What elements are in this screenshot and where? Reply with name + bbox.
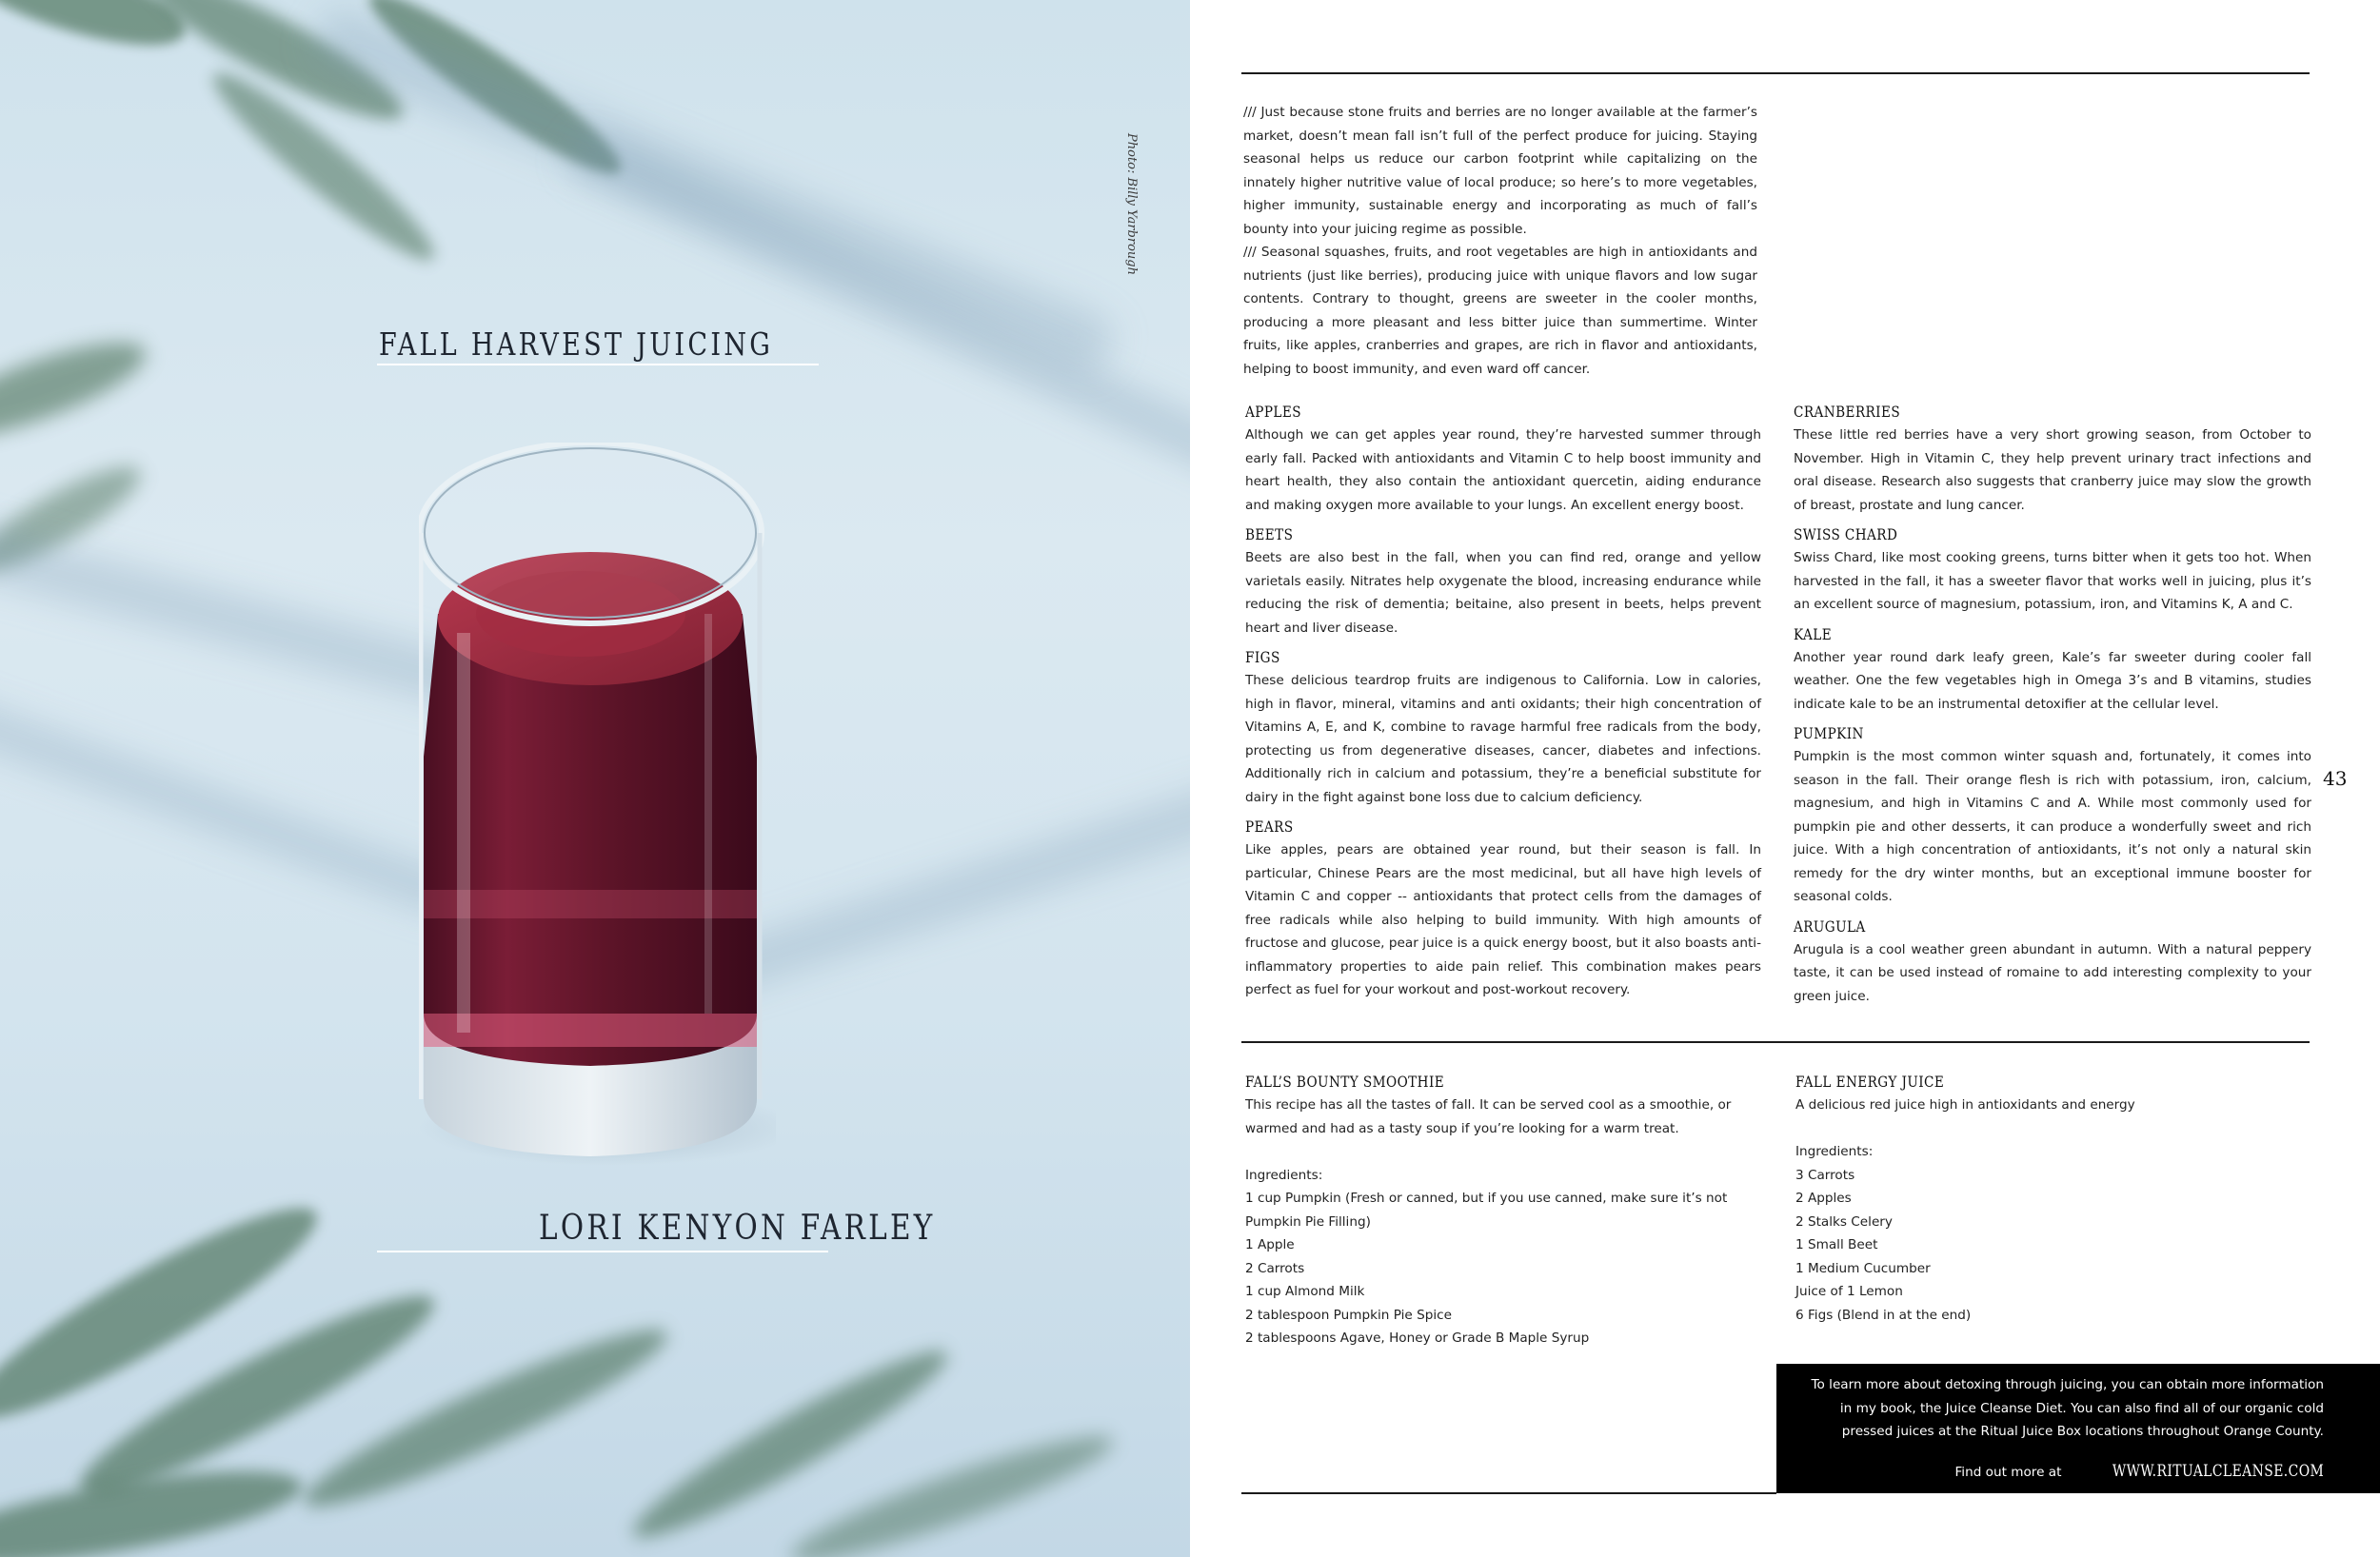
palm-leaf-shape (0, 0, 194, 65)
produce-heading: PUMPKIN (1794, 724, 1864, 742)
leaf-shadow (0, 684, 466, 919)
ingredients-label: Ingredients: (1245, 1167, 1323, 1183)
recipe-title: FALL’S BOUNTY SMOOTHIE (1245, 1073, 1445, 1091)
palm-leaf-shape (0, 325, 155, 456)
produce-description: Like apples, pears are obtained year round, but their season is fall. In particular, Chinese Pears are the most medicinal, but all have high levels of Vitamin C and copper -- antioxidants that protect cells from the damages of free radicals while also helping to build immunity. With high amounts of fructose and glucose, pear juice is a quick energy boost, but it also boasts anti-inflammatory properties to aide pain relief. This combination makes pears perfect as fuel for your workout and post-workout recovery. (1245, 842, 1761, 997)
intro-paragraph: /// Seasonal squashes, fruits, and root vegetables are high in antioxidants and nutrients (just like berries), producing juice with unique flavors and low sugar contents. Contrary to thought, greens are sweeter in the cooler months, producing a more pleasant and less bitter juice than summertime. Winter fruits, like apples, cranberries and grapes, are rich in flavor and antioxidants, helping to boost immunity, and even ward off cancer. (1243, 245, 1757, 377)
ingredient-item: 1 cup Almond Milk (1245, 1284, 1365, 1299)
ingredient-item: 2 Stalks Celery (1795, 1213, 1893, 1230)
produce-column-left (1245, 402, 1761, 1002)
bottom-rule (1241, 1492, 1776, 1494)
middle-rule (1241, 1041, 2310, 1043)
produce-heading: BEETS (1245, 525, 1294, 543)
cta-find-out-more: Find out more at (1954, 1465, 2062, 1480)
cta-link-line (1954, 1462, 2324, 1481)
author-name: LORI KENYON FARLEY (539, 1209, 936, 1248)
intro-paragraph: /// Just because stone fruits and berries are no longer available at the farmer’s market, doesn’t mean fall isn’t full of the perfect produce for juicing. Staying seasonal helps us reduce our carbon footprint while capitalizing on the innately higher nutritive value of local produce; so here’s to more vegetables, higher immunity, sustainable energy and incorporating as much of fall’s bounty into your juicing regime as possible. (1243, 105, 1757, 237)
recipe-description: This recipe has all the tastes of fall. It can be served cool as a smoothie, or warmed and had as a tasty soup if you’re looking for a warm treat. (1245, 1097, 1732, 1136)
produce-heading: ARUGULA (1794, 916, 1866, 936)
produce-description: Swiss Chard, like most cooking greens, turns bitter when it gets too hot. When harvested in the fall, it has a sweeter flavor that works well in juicing, plus it’s an excellent source of magnesium, potassium, iron, and Vitamins K, A and C. (1794, 550, 2311, 612)
produce-description: Although we can get apples year round, they’re harvested summer through early fall. Packed with antioxidants and Vitamin C to help boost immunity and heart health, they also contain the antioxidant quercetin, aiding endurance and making oxygen more available to your lungs. An excellent energy boost. (1245, 427, 1761, 513)
cta-text: To learn more about detoxing through juicing, you can obtain more information in my book, the Juice Cleanse Diet. You can also find all of our organic cold pressed juices at the Ritual Juice Box locations throughout Orange County. (1811, 1377, 2324, 1439)
ingredient-item: 1 Small Beet (1795, 1237, 1878, 1252)
ingredients-label: Ingredients: (1795, 1144, 1874, 1159)
photo-credit: Photo: Billy Yarbrough (1124, 133, 1139, 275)
intro-text (1243, 101, 1757, 381)
title-underline (377, 364, 819, 365)
produce-description: These little red berries have a very short growing season, from October to November. High in Vitamin C, they help prevent urinary tract infections and oral disease. Research also suggests that cranberry juice may slow the growth of breast, prostate and lung cancer. (1794, 427, 2311, 513)
ingredient-item: 2 Apples (1795, 1191, 1852, 1206)
produce-heading: KALE (1794, 624, 1833, 643)
produce-column-right (1794, 402, 2311, 1008)
produce-description: These delicious teardrop fruits are indigenous to California. Low in calories, high in flavor, mineral, vitamins and anti oxidants; their high concentration of Vitamins A, E, and K, combine to ravage harmful free radicals from the body, protecting us from degenerative diseases, cancer, diabetes and infections. Additionally rich in calcium and potassium, they’re a beneficial substitute for dairy in the fight against bone loss due to calcium deficiency. (1245, 673, 1761, 805)
produce-heading: SWISS CHARD (1794, 525, 1898, 543)
ingredient-item: 3 Carrots (1795, 1167, 1855, 1183)
spacer (1795, 1117, 2310, 1141)
page-number: 43 (2323, 767, 2348, 790)
ingredient-item: 1 Medium Cucumber (1795, 1260, 1931, 1276)
ingredient-item: 2 tablespoon Pumpkin Pie Spice (1245, 1307, 1452, 1323)
ingredient-item: Juice of 1 Lemon (1795, 1284, 1903, 1299)
ingredient-item: 1 Apple (1245, 1237, 1295, 1252)
article-title: FALL HARVEST JUICING (379, 325, 774, 363)
author-underline (377, 1251, 828, 1252)
produce-heading: CRANBERRIES (1794, 403, 1901, 421)
spacer (1245, 1140, 1759, 1164)
produce-description: Pumpkin is the most common winter squash and, fortunately, it comes into season in the fall. Their orange flesh is rich with potassium, iron, calcium, magnesium, and high in Vitamins C and A. While most commonly used for pumpkin pie and other desserts, it can produce a wonderfully sweet and rich juice. With a high concentration of antioxidants, it’s not only a natural skin remedy for the dry winter months, but an exceptional immune booster for seasonal colds. (1794, 749, 2311, 904)
recipe-smoothie (1245, 1072, 1759, 1350)
call-to-action-box (1776, 1364, 2380, 1493)
leaf-shadow (559, 127, 1190, 491)
ingredient-item: 6 Figs (Blend in at the end) (1795, 1307, 1972, 1323)
recipe-juice (1795, 1072, 2310, 1327)
produce-description: Arugula is a cool weather green abundant in autumn. With a natural peppery taste, it can be used instead of romaine to add interesting complexity to your green juice. (1794, 941, 2311, 1004)
top-rule (1241, 72, 2310, 74)
website-link[interactable]: WWW.RITUALCLEANSE.COM (2112, 1462, 2324, 1481)
produce-description: Another year round dark leafy green, Kale’s far sweeter during cooler fall weather. One the few vegetables high in Omega 3’s and B vitamins, studies indicate kale to be an instrumental detoxifier at the cellular level. (1794, 649, 2311, 712)
ingredient-item: 2 tablespoons Agave, Honey or Grade B Maple Syrup (1245, 1330, 1590, 1346)
produce-heading: PEARS (1245, 818, 1294, 836)
produce-heading: FIGS (1245, 648, 1280, 666)
produce-heading: APPLES (1245, 403, 1301, 421)
recipe-description: A delicious red juice high in antioxidants and energy (1795, 1097, 2135, 1113)
ingredient-item: 2 Carrots (1245, 1260, 1305, 1276)
ingredient-item: 1 cup Pumpkin (Fresh or canned, but if you use canned, make sure it’s not Pumpkin Pie Filling) (1245, 1191, 1728, 1230)
juice-glass-illustration (419, 443, 776, 1166)
recipe-title: FALL ENERGY JUICE (1795, 1073, 1945, 1091)
produce-description: Beets are also best in the fall, when you can find red, orange and yellow varietals easily. Nitrates help oxygenate the blood, increasing endurance while reducing the risk of dementia; beitaine, also present in beets, helps prevent heart and liver disease. (1245, 550, 1761, 636)
